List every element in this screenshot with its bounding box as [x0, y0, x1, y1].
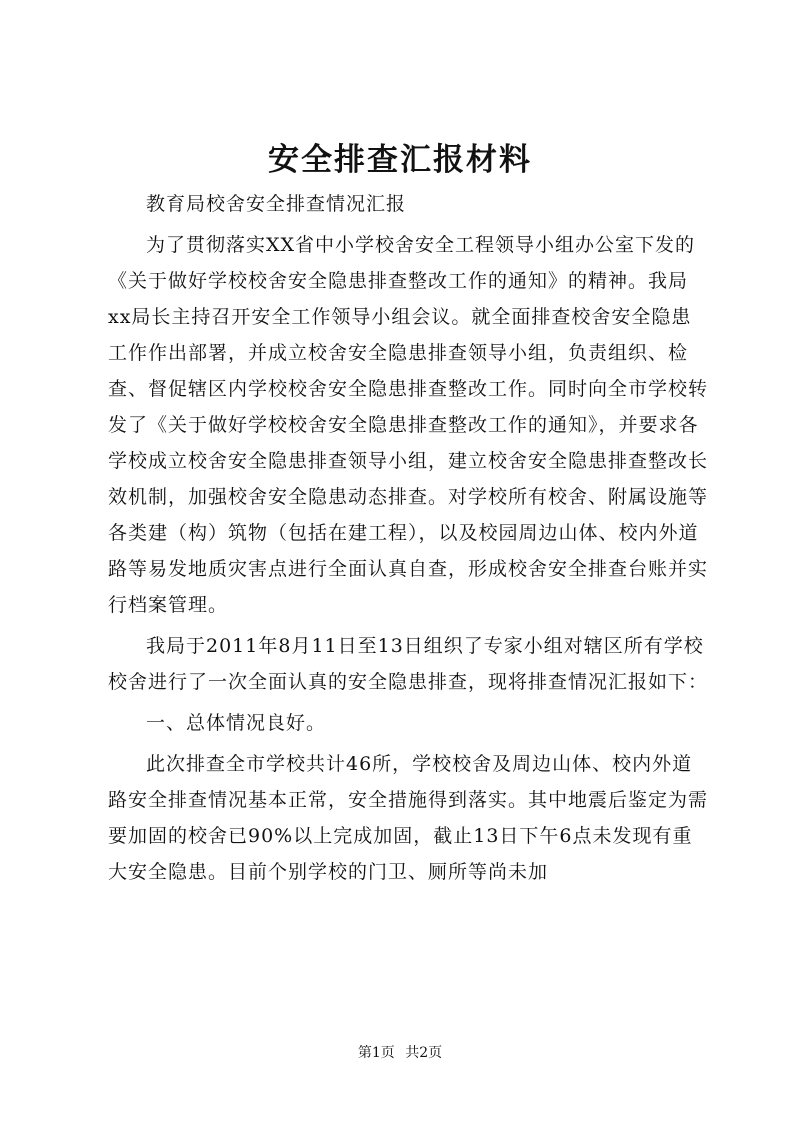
paragraph-overall-status: 此次排查全市学校共计46所，学校校舍及周边山体、校内外道路安全排查情况基本正常，安全措施得到落实。其中地震后鉴定为需要加固的校舍已90%以上完成加固，截止13日下午6点未发现有重大安全隐患。目前个别学校的门卫、厕所等尚未加	[108, 753, 709, 883]
page-footer	[0, 1043, 800, 1063]
paragraph-section-heading: 一、总体情况良好。	[146, 712, 327, 734]
paragraph-background: 为了贯彻落实XX省中小学校舍安全工程领导小组办公室下发的《关于做好学校校舍安全隐患排查整改工作的通知》的精神。我局xx局长主持召开安全工作领导小组会议。就全面排查校舍安全隐患工作作出部署，并成立校舍安全隐患排查领导小组，负责组织、检查、督促辖区内学校校舍安全隐患排查整改工作。同时向全市学校转发了《关于做好学校校舍安全隐患排查整改工作的通知》，并要求各学校成立校舍安全隐患排查领导小组，建立校舍安全隐患排查整改长效机制，加强校舍安全隐患动态排查。对学校所有校舍、附属设施等各类建（构）筑物（包括在建工程），以及校园周边山体、校内外道路等易发地质灾害点进行全面认真自查，形成校舍安全排查台账并实行档案管理。	[108, 234, 709, 616]
paragraph-inspection-intro: 我局于2011年8月11日至13日组织了专家小组对辖区所有学校校舍进行了一次全面认真的安全隐患排查，现将排查情况汇报如下：	[108, 635, 709, 693]
page-number: 第1页	[357, 1045, 395, 1061]
document-body	[108, 186, 708, 890]
page-title: 安全排查汇报材料	[268, 142, 532, 178]
page-total: 共2页	[405, 1045, 443, 1061]
paragraph-subtitle: 教育局校舍安全排查情况汇报	[146, 193, 407, 215]
